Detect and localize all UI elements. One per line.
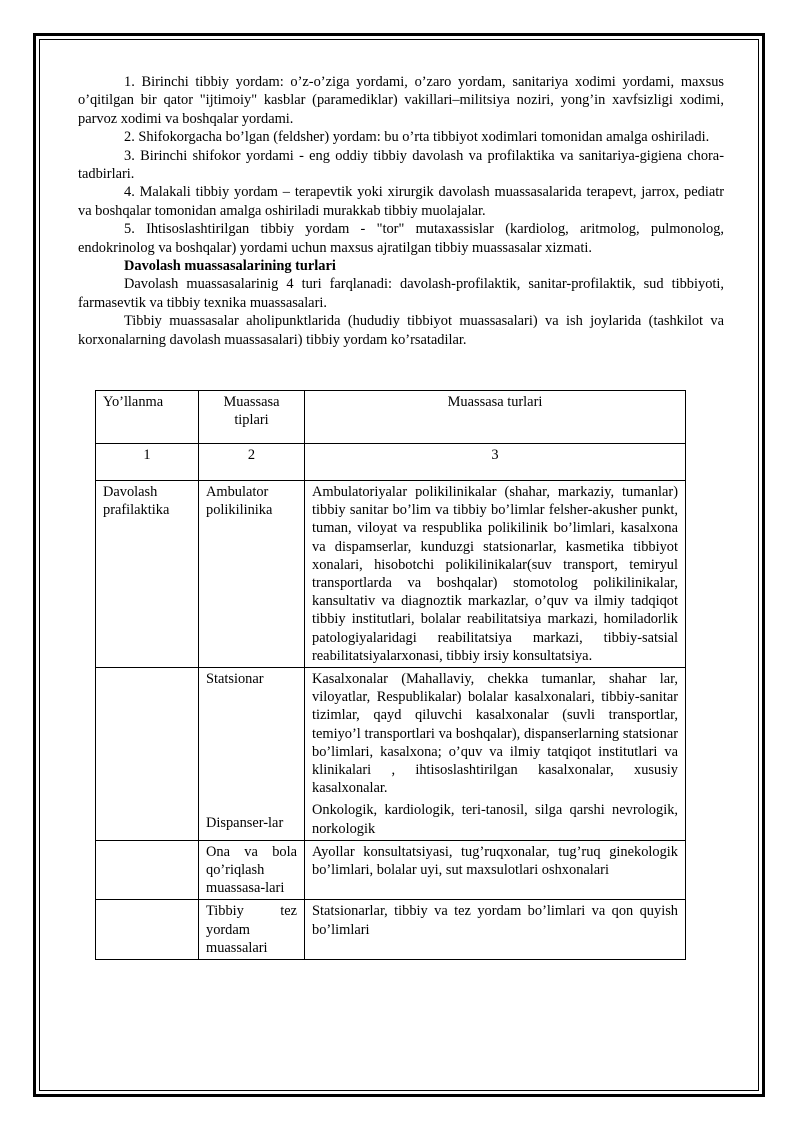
- paragraph-5: 5. Ihtisoslashtirilgan tibbiy yordam - "tor" mutaxassislar (kardiolog, aritmolog, pulmonolog, endokrinolog va boshqalar) yordami uchun maxsus ajratilgan tibbiy muassasalar xizmati.: [78, 221, 724, 256]
- table-number-row: [96, 444, 686, 481]
- row-type-cell: [199, 668, 305, 841]
- row-type: Tibbiy tez yordam muassalari: [199, 900, 305, 960]
- row-direction: [96, 668, 199, 841]
- paragraph-3: 3. Birinchi shifokor yordami - eng oddiy tibbiy davolash va profilaktika va sanitariya-gigiena chora-tadbirlari.: [78, 147, 724, 183]
- table-row: [96, 481, 686, 668]
- header-type: Muassasa tiplari: [199, 391, 305, 444]
- institutions-table: [95, 390, 686, 960]
- row-direction: [96, 840, 199, 900]
- document-body: [78, 73, 724, 349]
- paragraph-2: 2. Shifokorgacha bo’lgan (feldsher) yordam: bu o’rta tibbiyot xodimlari tomonidan amalga oshiriladi.: [124, 129, 710, 146]
- paragraph-1: 1. Birinchi tibbiy yordam: o’z-o’ziga yordami, o’zaro yordam, sanitariya xodimi yordami, maxsus o’qitilgan bir qator "ijtimoiy" kasblar (paramediklar) vakillari–militsiya noziri, yong’in xavfsizligi xodimi, parvoz xodimi va boshqalar yordami.: [78, 74, 724, 127]
- section-heading: Davolash muassasalarining turlari: [124, 258, 336, 275]
- row-direction: [96, 900, 199, 960]
- column-number-2: 2: [199, 444, 305, 481]
- row-type: Ambulator polikilinika: [199, 481, 305, 668]
- table-row: [96, 668, 686, 841]
- row-description: Kasalxonalar (Mahallaviy, chekka tumanlar, shahar lar, viloyatlar, Respublikalar) bolalar kasalxonalari, tibbiy-sanitar tizimlar, qayd qiluvchi kasalxonalar (suvli transportlar, temiyo’l transportlari va boshqalar), dispanserlarning statsionar bo’limlari, kasalxona; o’quv va ilmiy tatqiqot institutlari va klinikalari , ihtisoslashtirilgan kasalxonalar, xususiy kasalxonalar.: [312, 671, 678, 797]
- paragraph-4: 4. Malakali tibbiy yordam – terapevtik yoki xirurgik davolash muassasalarida terapevt, jarrox, pediatr va boshqalar tomonidan amalga oshiriladi murakkab tibbiy muolajalar.: [78, 184, 724, 219]
- column-number-1: 1: [96, 444, 199, 481]
- table-header-row: [96, 391, 686, 444]
- row-description-secondary: Onkologik, kardiologik, teri-tanosil, silga qarshi nevrologik, norkologik: [312, 802, 678, 837]
- table-row: [96, 840, 686, 900]
- column-number-3: 3: [305, 444, 686, 481]
- row-type: Statsionar: [206, 671, 264, 688]
- paragraph-7: Tibbiy muassasalar aholipunktlarida (hududiy tibbiyot muassasalari) va ish joylarida (tashkilot va korxonalarning davolash muassasalari) tibbiy yordam ko’rsatadilar.: [78, 313, 724, 348]
- header-direction: Yo’llanma: [96, 391, 199, 444]
- paragraph-6: Davolash muassasalarinig 4 turi farqlanadi: davolash-profilaktik, sanitar-profilaktik, sud tibbiyoti, farmasevtik va tibbiy texnika muassasalari.: [78, 276, 724, 311]
- table-row: [96, 900, 686, 960]
- row-description-cell: [305, 668, 686, 841]
- row-description: Ambulatoriyalar polikilinikalar (shahar, markaziy, tumanlar) tibbiy sanitar bo’lim va tibbiy bo’limlar felsher-akusher punkt, tuman, viloyat va respublika polikilinik bo’limlari, kasalxona va dispamserlar, kunduzgi statsionarlar, kasmetika tibbiyot xonalari, hisobotchi polikilinikalar(suv transport, temiryul transportlarda va boshqalar) stomotolog polikilinikalar, kansultativ va diagnoztik markazlar, o’quv va ilmiy tadqiqot tibbiy institutlari, bolalar reabilitatsiya markazi, homiladorlik patologiyalaridagi reabilitatsiya markazi, tibbiy-satsial reabilitatsiyalarxonasi, tibbiy irsiy konsultatsiya.: [305, 481, 686, 668]
- row-type-secondary: Dispanser-lar: [206, 815, 284, 832]
- row-type: Ona va bola qo’riqlash muassasa-lari: [199, 840, 305, 900]
- row-description: Statsionarlar, tibbiy va tez yordam bo’limlari va qon quyish bo’limlari: [305, 900, 686, 960]
- row-direction: Davolash prafilaktika: [96, 481, 199, 668]
- row-description: Ayollar konsultatsiyasi, tug’ruqxonalar, tug’ruq ginekologik bo’limlari, bolalar uyi, sut maxsulotlari oshxonalari: [305, 840, 686, 900]
- header-kinds: Muassasa turlari: [305, 391, 686, 444]
